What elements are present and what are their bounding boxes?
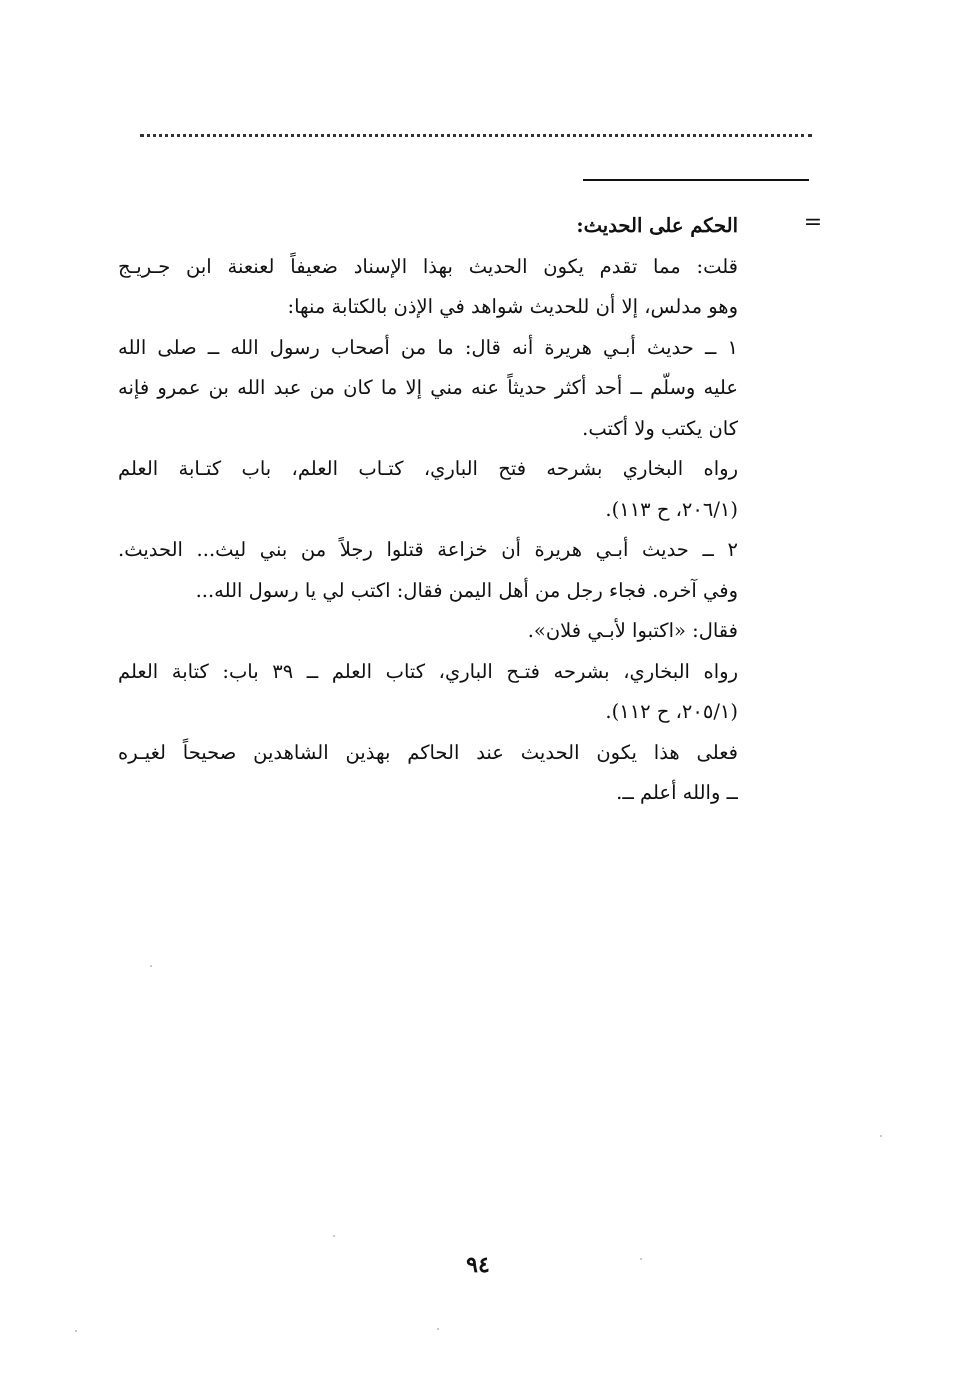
section-heading: الحكم على الحديث:: [576, 214, 738, 237]
body-line-2: وهو مدلس، إلا أن للحديث شواهد في الإذن بالكتابة منها:: [287, 295, 738, 318]
scan-speck: [333, 1235, 335, 1237]
scan-speck: [150, 965, 152, 967]
body-line-4: عليه وسلّم ــ أحد أكثر حديثاً عنه مني إلا ما كان من عبد الله بن عمرو فإنه: [118, 376, 738, 399]
body-line-9: وفي آخره. فجاء رجل من أهل اليمن فقال: اكتب لي يا رسول الله...: [195, 578, 738, 602]
margin-equals-mark: =: [803, 210, 823, 235]
body-line-13: فعلى هذا يكون الحديث عند الحاكم بهذين الشاهدين صحيحاً لغيـره: [118, 740, 738, 764]
body-line-10: فقال: «اكتبوا لأبـي فلان».: [527, 619, 738, 642]
body-line-11: رواه البخاري، بشرحه فتـح الباري، كتاب العلم ــ ٣٩ باب: كتابة العلم: [118, 659, 738, 683]
header-dotted-rule: [140, 134, 812, 137]
scan-speck: [75, 1330, 77, 1332]
section-rule: [583, 179, 809, 181]
body-line-12: (٢٠٥/١، ح ١١٢).: [605, 700, 738, 723]
page-number: ٩٤: [466, 1252, 490, 1278]
body-line-1: قلت: مما تقدم يكون الحديث بهذا الإسناد ضعيفاً لعنعنة ابن جـريـج: [118, 254, 738, 278]
body-line-6: رواه البخاري بشرحه فتح الباري، كتـاب العلم، باب كتـابة العلم: [118, 457, 738, 480]
scan-speck: [640, 1258, 642, 1260]
body-line-5: كان يكتب ولا أكتب.: [582, 416, 738, 440]
scan-speck: [437, 1328, 439, 1330]
body-line-7: (٢٠٦/١، ح ١١٣).: [605, 497, 738, 521]
body-line-3: ١ ــ حديث أبـي هريرة أنه قال: ما من أصحاب رسول الله ــ صلى الله: [118, 335, 738, 359]
body-line-14: ــ والله أعلم ــ.: [616, 781, 738, 804]
page-body: [118, 206, 738, 814]
body-line-8: ٢ ــ حديث أبـي هريرة أن خزاعة قتلوا رجلاً من بني ليث... الحديث.: [118, 538, 738, 561]
scan-speck: [880, 1135, 882, 1137]
